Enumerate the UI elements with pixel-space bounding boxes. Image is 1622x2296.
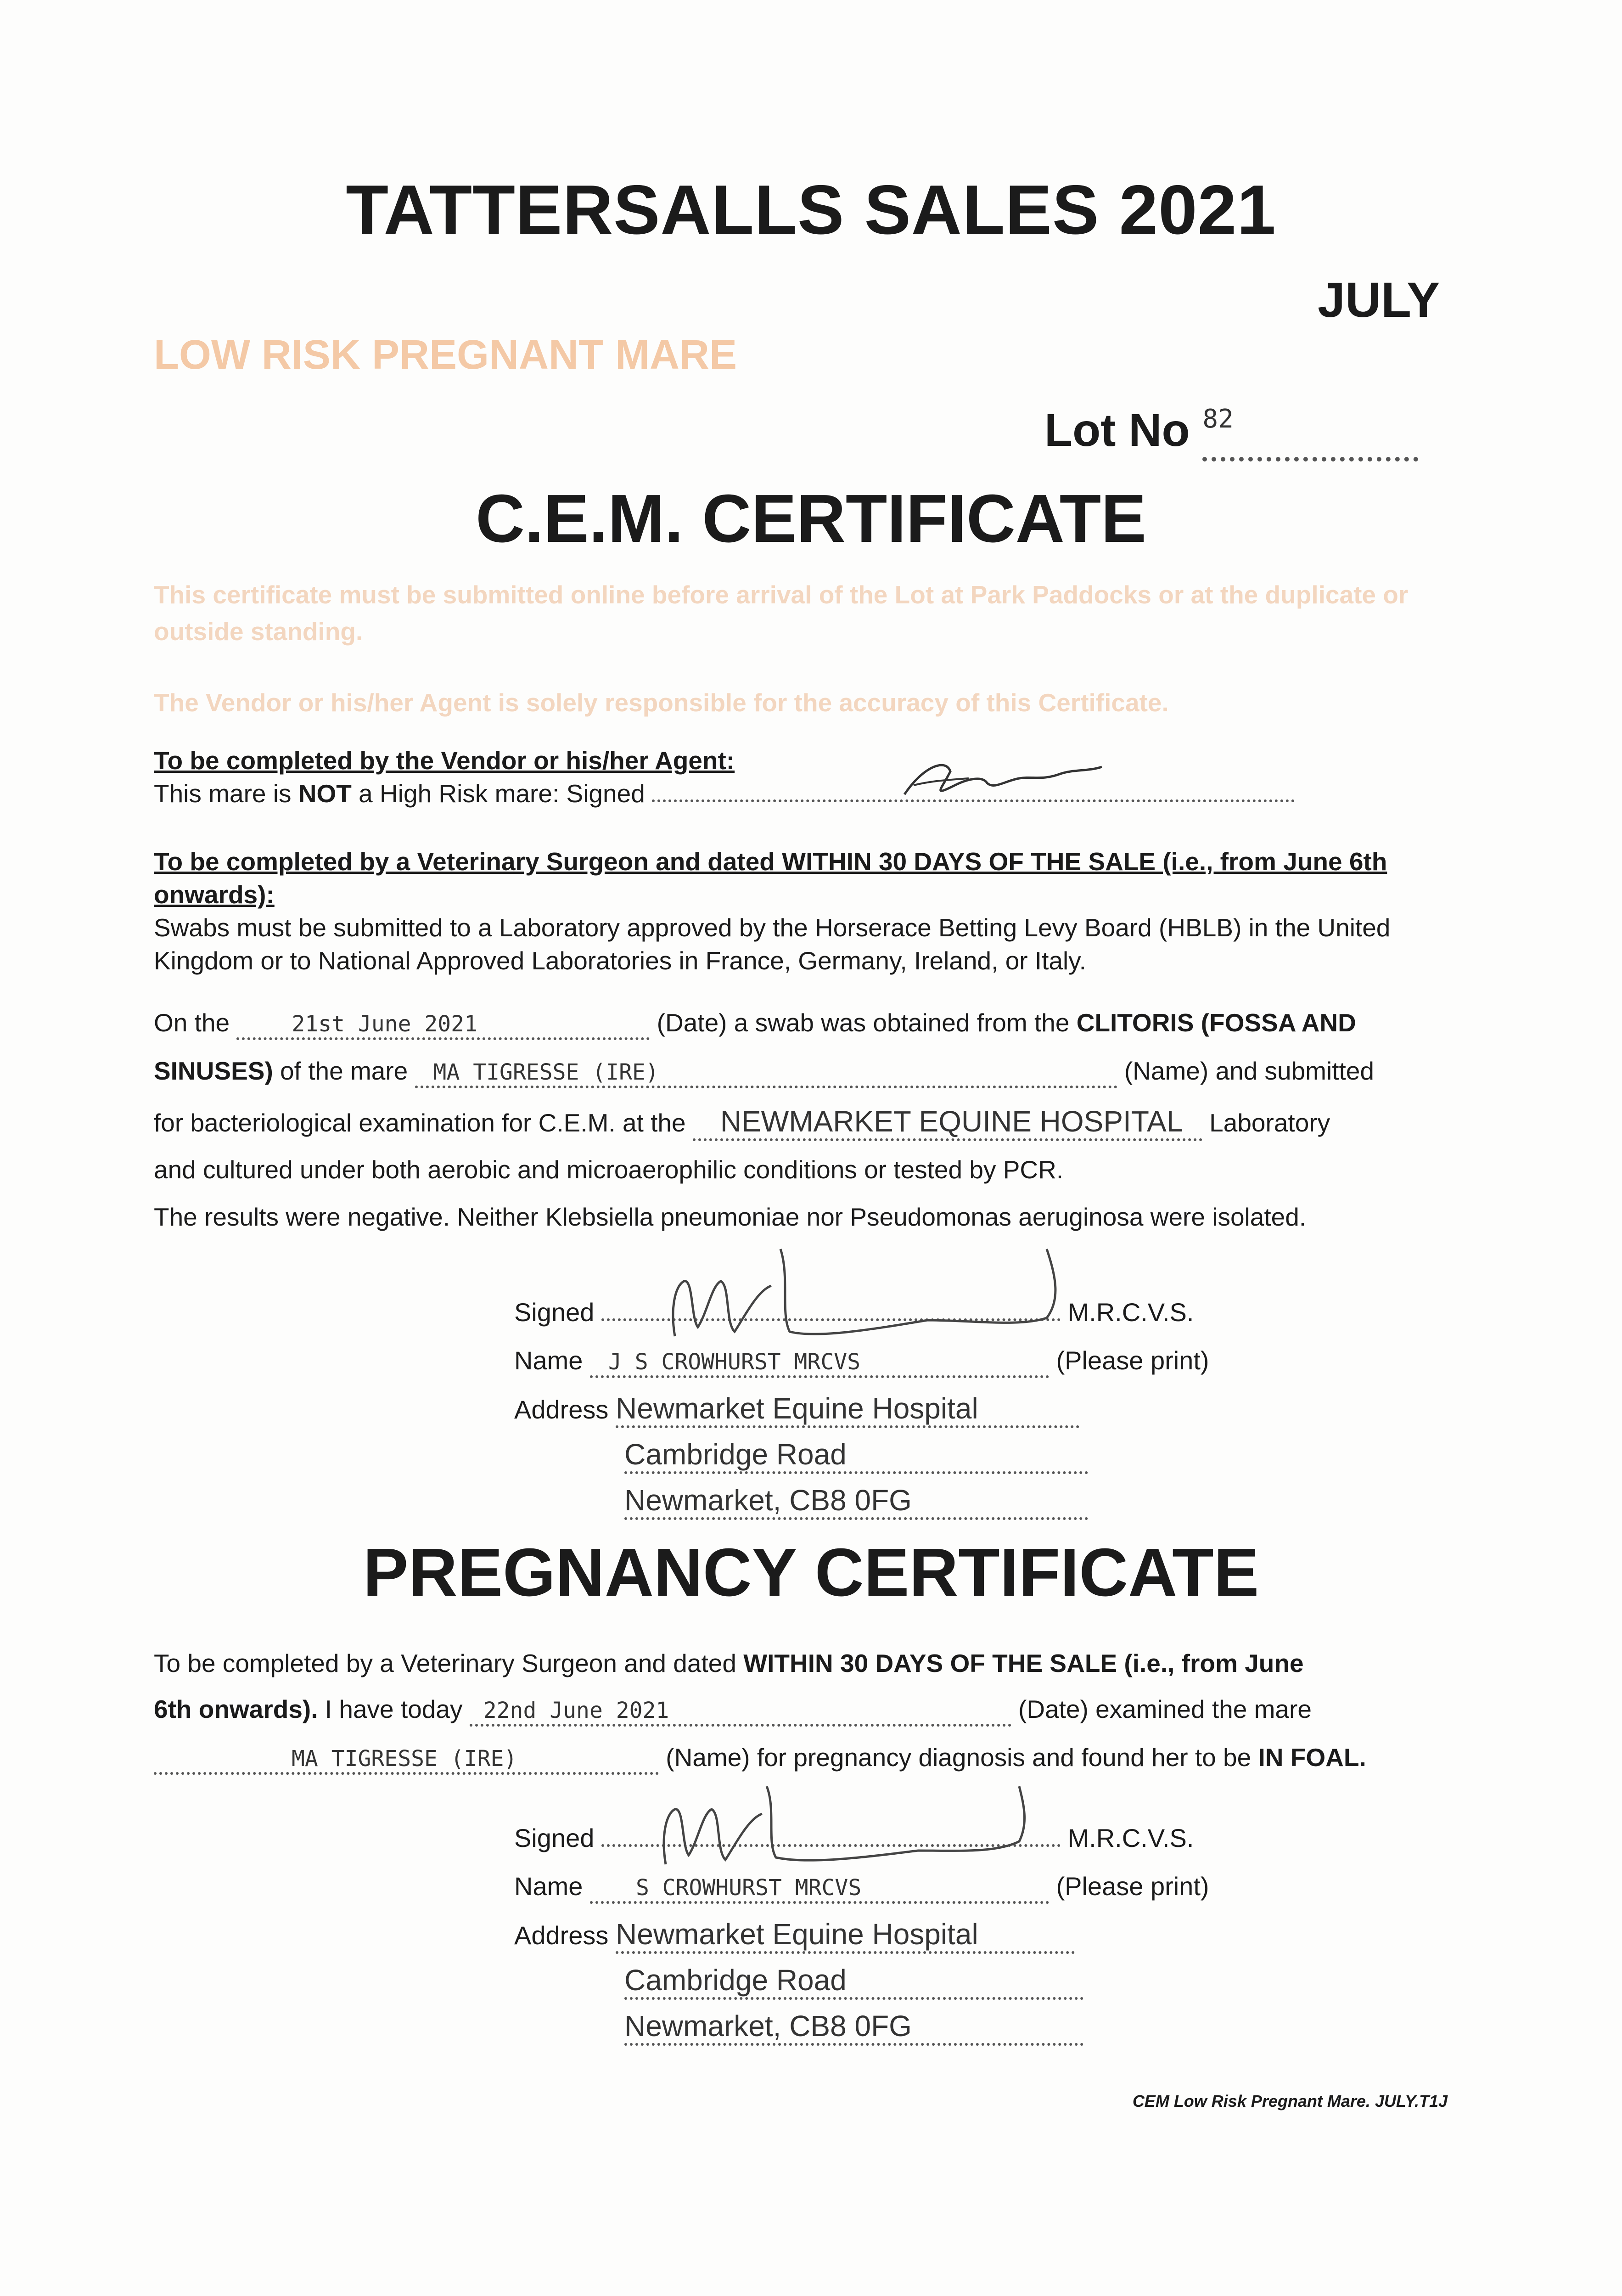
laboratory-line <box>154 1104 1453 1141</box>
preg-deadline: WITHIN 30 DAYS OF THE SALE (i.e., from June <box>743 1649 1304 1677</box>
form-reference: CEM Low Risk Pregnant Mare. JULY.T1J <box>1132 2092 1448 2110</box>
mare-name: MA TIGRESSE (IRE) <box>433 1059 659 1085</box>
culture-line: and cultured under both aerobic and microaerophilic conditions or tested by PCR. <box>154 1155 1064 1184</box>
address-line-3-field <box>624 1483 1088 1520</box>
address-line-1-field <box>616 1917 1075 1954</box>
name-field <box>590 1871 1049 1904</box>
swab-date-line <box>154 1008 1453 1040</box>
mare-name-line <box>154 1056 1453 1088</box>
diagnosis-label: (Name) for pregnancy diagnosis and found her to be <box>666 1743 1258 1772</box>
lot-label: Lot No <box>1044 405 1190 456</box>
vendor-signature <box>895 753 1106 804</box>
preg-address-row-3 <box>624 2009 1083 2046</box>
swab-date-field <box>236 1008 650 1040</box>
address-line-1: Newmarket Equine Hospital <box>616 1392 978 1425</box>
address-label: Address <box>514 1921 609 1950</box>
mare-name-field <box>415 1056 1117 1088</box>
page-title: TATTERSALLS SALES 2021 <box>346 171 1276 249</box>
vendor-not: NOT <box>298 779 352 808</box>
swab-date: 21st June 2021 <box>292 1011 477 1037</box>
lab-intro: for bacteriological examination for C.E.M. at the <box>154 1109 686 1137</box>
signed-label: Signed <box>514 1298 595 1327</box>
mrcvs-label: M.R.C.V.S. <box>1067 1298 1194 1327</box>
preg-address-row <box>514 1917 1075 1954</box>
mrcvs-label: M.R.C.V.S. <box>1067 1823 1194 1852</box>
preg-intro: To be completed by a Veterinary Surgeon and dated <box>154 1649 744 1677</box>
vet-name: S CROWHURST MRCVS <box>635 1875 862 1901</box>
address-line-2: Cambridge Road <box>624 1964 847 1997</box>
in-foal-result: IN FOAL. <box>1258 1743 1366 1772</box>
signed-label: Signed <box>514 1823 595 1852</box>
results-line: The results were negative. Neither Klebsiella pneumoniae nor Pseudomonas aeruginosa were isolated. <box>154 1203 1307 1231</box>
name-label: Name <box>514 1872 583 1901</box>
lot-number <box>1044 404 1418 461</box>
date-label: (Date) a swab was obtained from the <box>657 1008 1077 1037</box>
responsibility-notice: The Vendor or his/her Agent is solely responsible for the accuracy of this Certificate. <box>154 688 1169 717</box>
address-line-3: Newmarket, CB8 0FG <box>624 1484 912 1517</box>
address-line-1: Newmarket Equine Hospital <box>616 1918 978 1951</box>
examined-label: (Date) examined the mare <box>1018 1695 1312 1723</box>
preg-date-line <box>154 1694 1453 1727</box>
preg-vet-signature <box>643 1773 1056 1874</box>
of-the-mare-label: of the mare <box>273 1057 408 1085</box>
preg-onwards: 6th onwards). <box>154 1695 318 1723</box>
category-label: LOW RISK PREGNANT MARE <box>154 332 737 378</box>
address-line-2-field <box>624 1437 1088 1474</box>
vendor-signed-label: a High Risk mare: Signed <box>351 779 645 808</box>
vet-instructions: Swabs must be submitted to a Laboratory approved by the Horserace Betting Levy Board (HBLB) in the United Kingdom or to National Approved Laboratories in France, Germany, Ireland, or Italy. <box>154 913 1391 975</box>
lot-value: 82 <box>1202 404 1234 434</box>
lot-field <box>1202 404 1418 461</box>
vendor-heading: To be completed by the Vendor or his/her Agent: <box>154 746 735 775</box>
preg-name-row <box>514 1871 1209 1904</box>
vendor-text: This mare is <box>154 779 298 808</box>
laboratory-label: Laboratory <box>1209 1109 1330 1137</box>
please-print-label: (Please print) <box>1056 1346 1209 1375</box>
address-line-1-field <box>616 1391 1079 1428</box>
on-the-label: On the <box>154 1008 230 1037</box>
name-submitted-label: (Name) and submitted <box>1124 1057 1374 1085</box>
preg-result-line <box>154 1743 1453 1775</box>
laboratory-field <box>693 1104 1202 1141</box>
cem-address-row-2 <box>624 1437 1088 1474</box>
vet-name: J S CROWHURST MRCVS <box>608 1349 861 1375</box>
vendor-section <box>154 744 1448 810</box>
preg-mare-name: MA TIGRESSE (IRE) <box>292 1746 517 1772</box>
preg-address-row-2 <box>624 1963 1083 2000</box>
address-line-3: Newmarket, CB8 0FG <box>624 2009 912 2043</box>
submission-notice: This certificate must be submitted online before arrival of the Lot at Park Paddocks or at the duplicate or outside standing. <box>154 580 1409 646</box>
preg-date: 22nd June 2021 <box>483 1698 669 1723</box>
preg-intro-line <box>154 1649 1453 1678</box>
preg-mare-field <box>154 1743 659 1775</box>
sale-month: JULY <box>1318 272 1440 327</box>
cem-vet-signature <box>652 1240 1093 1345</box>
preg-date-field <box>470 1694 1011 1727</box>
have-today-label: I have today <box>318 1695 463 1723</box>
cem-address-row <box>514 1391 1079 1428</box>
address-label: Address <box>514 1395 609 1424</box>
cem-name-row <box>514 1345 1209 1378</box>
vet-section <box>154 845 1448 977</box>
name-label: Name <box>514 1346 583 1375</box>
address-line-3-field <box>624 2009 1083 2046</box>
address-line-2: Cambridge Road <box>624 1438 847 1471</box>
swab-site: CLITORIS (FOSSA AND <box>1076 1008 1356 1037</box>
cem-certificate-title: C.E.M. CERTIFICATE <box>476 481 1146 557</box>
sinuses-label: SINUSES) <box>154 1057 273 1085</box>
vet-heading: To be completed by a Veterinary Surgeon and dated WITHIN 30 DAYS OF THE SALE (i.e., from June 6th onwards): <box>154 847 1387 909</box>
pregnancy-certificate-title: PREGNANCY CERTIFICATE <box>363 1535 1259 1610</box>
please-print-label: (Please print) <box>1056 1872 1209 1901</box>
laboratory-name: NEWMARKET EQUINE HOSPITAL <box>720 1105 1183 1138</box>
cem-address-row-3 <box>624 1483 1088 1520</box>
name-field <box>590 1345 1049 1378</box>
address-line-2-field <box>624 1963 1083 2000</box>
